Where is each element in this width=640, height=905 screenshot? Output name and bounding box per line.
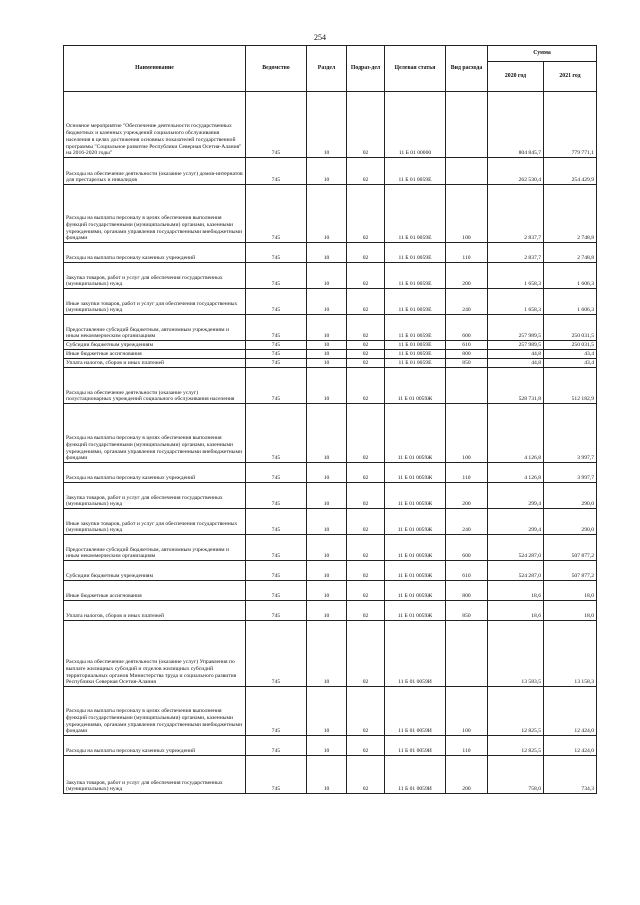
row-celevaya: 11 Б 01 0059Ж [385,483,446,509]
row-podrazdel: 02 [347,350,385,359]
row-sum-2020: 262 530,4 [488,158,544,185]
row-sum-2020: 758,0 [488,756,544,794]
row-podrazdel: 02 [347,263,385,289]
row-name: Расходы на выплаты персоналу казенных учреждений [64,463,246,483]
header-podrazdel: Подраз-дел [347,46,385,92]
row-name: Уплата налогов, сборов и иных платежей [64,359,246,368]
row-name: Расходы на обеспечение деятельности (оказание услуг) Управления по выплате жилищных субсидий и отделов жилищных субсидий территориальных органов Министерства труда и социального развития Республики Северная Осетия-Алания [64,621,246,687]
row-vid: 110 [446,736,488,756]
row-razdel: 10 [307,243,347,263]
row-sum-2020: 257 989,5 [488,341,544,350]
row-sum-2020: 4 126,8 [488,404,544,463]
row-razdel: 10 [307,561,347,581]
row-razdel: 10 [307,509,347,535]
table-row [64,509,597,535]
row-name: Расходы на выплаты персоналу в целях обеспечения выполнения функций государственными (муниципальными) органами, казенными учреждениями, органами управления государственными внебюджетными фондами [64,687,246,736]
header-celevaya: Целевая статья [385,46,446,92]
row-vid: 240 [446,509,488,535]
row-name: Иные бюджетные ассигнования [64,350,246,359]
row-razdel: 10 [307,315,347,341]
row-vid: 200 [446,263,488,289]
row-razdel: 10 [307,756,347,794]
row-vid: 110 [446,463,488,483]
table-row [64,687,597,736]
row-vedomstvo: 745 [246,289,307,315]
row-vedomstvo: 745 [246,621,307,687]
row-sum-2020: 4 126,8 [488,463,544,483]
row-podrazdel: 02 [347,158,385,185]
header-vedomstvo: Ведомство [246,46,307,92]
row-sum-2021: 1 606,3 [544,263,597,289]
row-sum-2020: 18,6 [488,581,544,601]
row-sum-2020: 18,6 [488,601,544,621]
table-body [64,92,597,794]
row-sum-2020: 528 731,8 [488,368,544,404]
row-name: Основное мероприятие "Обеспечение деятельности государственных бюджетных и казенных учреждений социального обслуживания населения в целях достижения основных показателей государственной программы "Социальное развитие Республики Северная Осетия-Алания" на 2016-2020 годы" [64,92,246,158]
row-name: Предоставление субсидий бюджетным, автономным учреждениям и иным некоммерческим организациям [64,535,246,561]
row-sum-2021: 43,4 [544,350,597,359]
row-celevaya: 11 Б 01 0059Ж [385,463,446,483]
row-razdel: 10 [307,289,347,315]
row-vedomstvo: 745 [246,535,307,561]
row-sum-2021: 18,0 [544,601,597,621]
row-podrazdel: 02 [347,483,385,509]
row-podrazdel: 02 [347,601,385,621]
row-vid [446,368,488,404]
row-celevaya: 11 Б 01 0059Ж [385,509,446,535]
row-celevaya: 11 Б 01 0059Е [385,185,446,243]
row-vedomstvo: 745 [246,561,307,581]
row-razdel: 10 [307,535,347,561]
row-name: Субсидии бюджетным учреждениям [64,561,246,581]
row-name: Уплата налогов, сборов и иных платежей [64,601,246,621]
row-vid: 800 [446,350,488,359]
table-row [64,243,597,263]
row-sum-2020: 524 287,0 [488,561,544,581]
row-vedomstvo: 745 [246,243,307,263]
row-sum-2021: 507 877,2 [544,535,597,561]
row-celevaya: 11 Б 01 0059Ж [385,535,446,561]
row-celevaya: 11 Б 01 0059Е [385,341,446,350]
row-sum-2021: 18,0 [544,581,597,601]
row-celevaya: 11 Б 01 0059Ж [385,368,446,404]
row-name: Расходы на обеспечение деятельности (оказание услуг) домов-интернатов для престарелых и инвалидов [64,158,246,185]
row-podrazdel: 02 [347,404,385,463]
table-row [64,263,597,289]
row-sum-2020: 2 837,7 [488,185,544,243]
row-vedomstvo: 745 [246,315,307,341]
row-sum-2020: 257 989,5 [488,315,544,341]
table-row [64,368,597,404]
row-vedomstvo: 745 [246,687,307,736]
table-row [64,350,597,359]
row-celevaya: 11 Б 01 00000 [385,92,446,158]
row-vid: 600 [446,535,488,561]
row-sum-2021: 13 158,3 [544,621,597,687]
row-celevaya: 11 Б 01 0059Е [385,359,446,368]
row-razdel: 10 [307,185,347,243]
table-row [64,289,597,315]
row-podrazdel: 02 [347,185,385,243]
budget-table [63,45,597,794]
row-sum-2020: 1 658,3 [488,289,544,315]
row-sum-2020: 524 287,0 [488,535,544,561]
table-row [64,561,597,581]
header-name: Наименование [64,46,246,92]
row-name: Предоставление субсидий бюджетным, автономным учреждениям и иным некоммерческим организациям [64,315,246,341]
row-sum-2021: 1 606,3 [544,289,597,315]
table-row [64,601,597,621]
row-podrazdel: 02 [347,561,385,581]
row-sum-2020: 804 845,7 [488,92,544,158]
row-podrazdel: 02 [347,621,385,687]
row-vid [446,158,488,185]
row-sum-2021: 3 997,7 [544,463,597,483]
row-sum-2020: 1 658,3 [488,263,544,289]
row-celevaya: 11 Б 01 0059И [385,687,446,736]
row-vedomstvo: 745 [246,404,307,463]
row-vedomstvo: 745 [246,368,307,404]
row-vid: 610 [446,561,488,581]
table-row [64,756,597,794]
row-name: Расходы на выплаты персоналу в целях обеспечения выполнения функций государственными (муниципальными) органами, казенными учреждениями, органами управления государственными внебюджетными фондами [64,185,246,243]
row-razdel: 10 [307,263,347,289]
row-name: Закупка товаров, работ и услуг для обеспечения государственных (муниципальных) нужд [64,756,246,794]
row-name: Закупка товаров, работ и услуг для обеспечения государственных (муниципальных) нужд [64,263,246,289]
table-row [64,404,597,463]
row-razdel: 10 [307,359,347,368]
row-celevaya: 11 Б 01 0059И [385,621,446,687]
row-sum-2021: 3 997,7 [544,404,597,463]
row-razdel: 10 [307,463,347,483]
row-vid: 850 [446,601,488,621]
table-row [64,736,597,756]
table-row [64,92,597,158]
row-sum-2020: 299,4 [488,483,544,509]
table-row [64,359,597,368]
row-sum-2021: 2 748,8 [544,243,597,263]
row-razdel: 10 [307,350,347,359]
row-vedomstvo: 745 [246,736,307,756]
row-sum-2021: 290,0 [544,509,597,535]
row-celevaya: 11 Б 01 0059Е [385,350,446,359]
row-name: Закупка товаров, работ и услуг для обеспечения государственных (муниципальных) нужд [64,483,246,509]
row-vid: 100 [446,185,488,243]
row-sum-2020: 44,8 [488,359,544,368]
row-sum-2020: 299,4 [488,509,544,535]
row-vid: 800 [446,581,488,601]
row-celevaya: 11 Б 01 0059И [385,736,446,756]
row-podrazdel: 02 [347,581,385,601]
row-podrazdel: 02 [347,289,385,315]
row-razdel: 10 [307,92,347,158]
header-2021: 2021 год [544,62,597,92]
row-sum-2020: 13 583,5 [488,621,544,687]
table-row [64,581,597,601]
row-name: Иные бюджетные ассигнования [64,581,246,601]
row-sum-2021: 43,4 [544,359,597,368]
row-podrazdel: 02 [347,341,385,350]
row-vid: 110 [446,243,488,263]
row-podrazdel: 02 [347,535,385,561]
row-vid: 850 [446,359,488,368]
row-vedomstvo: 745 [246,463,307,483]
row-vedomstvo: 745 [246,581,307,601]
table-row [64,483,597,509]
row-vedomstvo: 745 [246,263,307,289]
row-vid [446,92,488,158]
table-row [64,621,597,687]
row-sum-2020: 44,8 [488,350,544,359]
row-razdel: 10 [307,621,347,687]
table-row [64,185,597,243]
row-vedomstvo: 745 [246,158,307,185]
row-vedomstvo: 745 [246,509,307,535]
row-sum-2021: 250 031,5 [544,315,597,341]
row-sum-2021: 779 771,1 [544,92,597,158]
row-name: Расходы на выплаты персоналу казенных учреждений [64,243,246,263]
row-podrazdel: 02 [347,736,385,756]
row-celevaya: 11 Б 01 0059Е [385,158,446,185]
row-razdel: 10 [307,483,347,509]
table-row [64,158,597,185]
row-podrazdel: 02 [347,92,385,158]
table-row [64,463,597,483]
row-podrazdel: 02 [347,359,385,368]
row-vid: 600 [446,315,488,341]
row-vedomstvo: 745 [246,601,307,621]
row-vedomstvo: 745 [246,350,307,359]
row-razdel: 10 [307,341,347,350]
row-podrazdel: 02 [347,243,385,263]
row-vedomstvo: 745 [246,756,307,794]
row-celevaya: 11 Б 01 0059Ж [385,561,446,581]
page-number: 254 [314,33,326,42]
row-vedomstvo: 745 [246,92,307,158]
row-sum-2020: 12 825,5 [488,687,544,736]
header-2020: 2020 год [488,62,544,92]
row-celevaya: 11 Б 01 0059Е [385,315,446,341]
row-razdel: 10 [307,687,347,736]
row-vedomstvo: 745 [246,359,307,368]
row-razdel: 10 [307,404,347,463]
row-celevaya: 11 Б 01 0059И [385,756,446,794]
row-sum-2020: 2 837,7 [488,243,544,263]
row-celevaya: 11 Б 01 0059Е [385,263,446,289]
row-sum-2021: 512 182,9 [544,368,597,404]
row-name: Иные закупки товаров, работ и услуг для обеспечения государственных (муниципальных) нужд [64,289,246,315]
row-razdel: 10 [307,736,347,756]
row-podrazdel: 02 [347,509,385,535]
table-row [64,535,597,561]
row-vid: 240 [446,289,488,315]
row-celevaya: 11 Б 01 0059Ж [385,581,446,601]
row-vid: 610 [446,341,488,350]
row-razdel: 10 [307,601,347,621]
row-sum-2021: 250 031,5 [544,341,597,350]
row-sum-2021: 2 748,8 [544,185,597,243]
row-vid: 100 [446,404,488,463]
row-sum-2021: 12 424,0 [544,687,597,736]
row-podrazdel: 02 [347,463,385,483]
header-summa: Сумма [488,46,597,62]
row-razdel: 10 [307,581,347,601]
row-name: Расходы на обеспечение деятельности (оказание услуг) полустационарных учреждений социального обслуживания населения [64,368,246,404]
row-sum-2021: 12 424,0 [544,736,597,756]
row-sum-2021: 290,0 [544,483,597,509]
row-razdel: 10 [307,158,347,185]
row-podrazdel: 02 [347,368,385,404]
row-podrazdel: 02 [347,687,385,736]
row-name: Субсидии бюджетным учреждениям [64,341,246,350]
row-celevaya: 11 Б 01 0059Ж [385,404,446,463]
row-sum-2021: 734,3 [544,756,597,794]
row-razdel: 10 [307,368,347,404]
table-row [64,341,597,350]
row-vid: 200 [446,483,488,509]
row-name: Расходы на выплаты персоналу в целях обеспечения выполнения функций государственными (муниципальными) органами, казенными учреждениями, органами управления государственными внебюджетными фондами [64,404,246,463]
header-vid: Вид расхода [446,46,488,92]
row-sum-2021: 507 877,2 [544,561,597,581]
row-name: Иные закупки товаров, работ и услуг для обеспечения государственных (муниципальных) нужд [64,509,246,535]
row-name: Расходы на выплаты персоналу казенных учреждений [64,736,246,756]
row-celevaya: 11 Б 01 0059Е [385,289,446,315]
row-vedomstvo: 745 [246,185,307,243]
row-celevaya: 11 Б 01 0059Е [385,243,446,263]
row-sum-2021: 254 429,9 [544,158,597,185]
row-vid [446,621,488,687]
row-sum-2020: 12 825,5 [488,736,544,756]
row-vedomstvo: 745 [246,341,307,350]
row-podrazdel: 02 [347,315,385,341]
row-celevaya: 11 Б 01 0059Ж [385,601,446,621]
row-vid: 200 [446,756,488,794]
row-podrazdel: 02 [347,756,385,794]
header-razdel: Раздел [307,46,347,92]
row-vid: 100 [446,687,488,736]
row-vedomstvo: 745 [246,483,307,509]
table-row [64,315,597,341]
